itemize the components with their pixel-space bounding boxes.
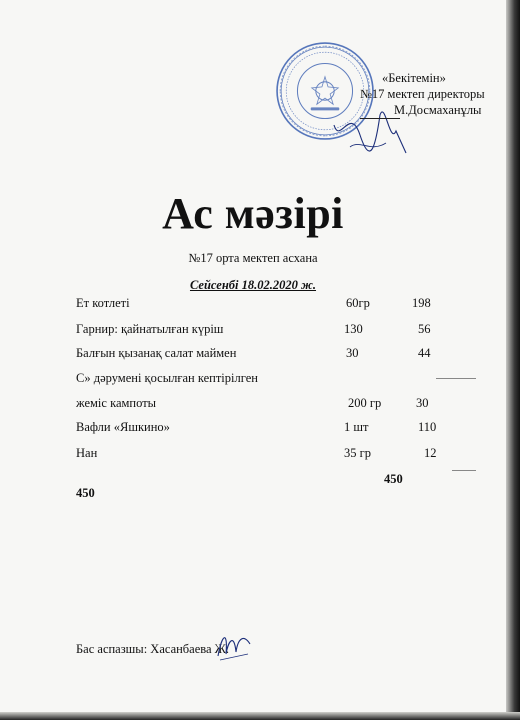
scan-bottom-shadow (0, 712, 520, 720)
menu-item-name: Вафли «Яшкино» (76, 420, 170, 434)
approval-line-2: №17 мектеп директоры (360, 87, 485, 101)
chef-signature (214, 624, 254, 664)
menu-item-calories: 110 (418, 420, 437, 434)
menu-item-calories: 12 (424, 446, 437, 460)
menu-date: Сейсенбі 18.02.2020 ж. (189, 278, 317, 292)
menu-item-calories: 198 (412, 296, 431, 310)
page-title: Ас мәзірі (162, 189, 344, 238)
menu-item-weight: 1 шт (344, 420, 369, 434)
school-canteen-subtitle: №17 орта мектеп асхана (188, 251, 318, 265)
menu-item-calories: 44 (418, 346, 431, 360)
scan-edge-shadow (506, 0, 520, 720)
menu-item-weight: 200 гр (348, 396, 382, 410)
approval-block (360, 70, 485, 118)
menu-item-name: жеміс кампоты (76, 396, 157, 410)
menu-item-weight: 30 (346, 346, 359, 360)
menu-item-calories: 56 (418, 322, 431, 336)
signature-underline (360, 118, 400, 119)
menu-item-calories: 30 (416, 396, 429, 410)
menu-row (76, 322, 456, 338)
menu-item-name: Нан (76, 446, 98, 460)
menu-item-weight: 60гр (346, 296, 370, 310)
scan-artifact (452, 470, 476, 471)
menu-row (76, 346, 456, 362)
menu-row (76, 371, 456, 387)
total-calories-left: 450 (76, 486, 95, 500)
menu-row (76, 396, 456, 412)
menu-row (76, 296, 456, 312)
menu-item-weight: 35 гр (344, 446, 372, 460)
menu-item-name: Гарнир: қайнатылған күріш (76, 322, 224, 336)
menu-row (76, 446, 456, 462)
menu-item-name: Балғын қызанақ салат маймен (76, 346, 237, 360)
menu-item-weight: 130 (344, 322, 363, 336)
approval-line-3: М.Досмаханұлы (394, 103, 482, 117)
scan-artifact (436, 378, 476, 379)
approval-line-1: «Бекітемін» (382, 71, 446, 85)
head-chef-signature-line: Бас аспазшы: Хасанбаева Ж. (76, 642, 229, 656)
menu-row (76, 420, 456, 436)
menu-item-name: Ет котлеті (76, 296, 130, 310)
total-calories-right: 450 (384, 472, 403, 486)
menu-item-name: С» дәрумені қосылған кептірілген (76, 371, 258, 385)
